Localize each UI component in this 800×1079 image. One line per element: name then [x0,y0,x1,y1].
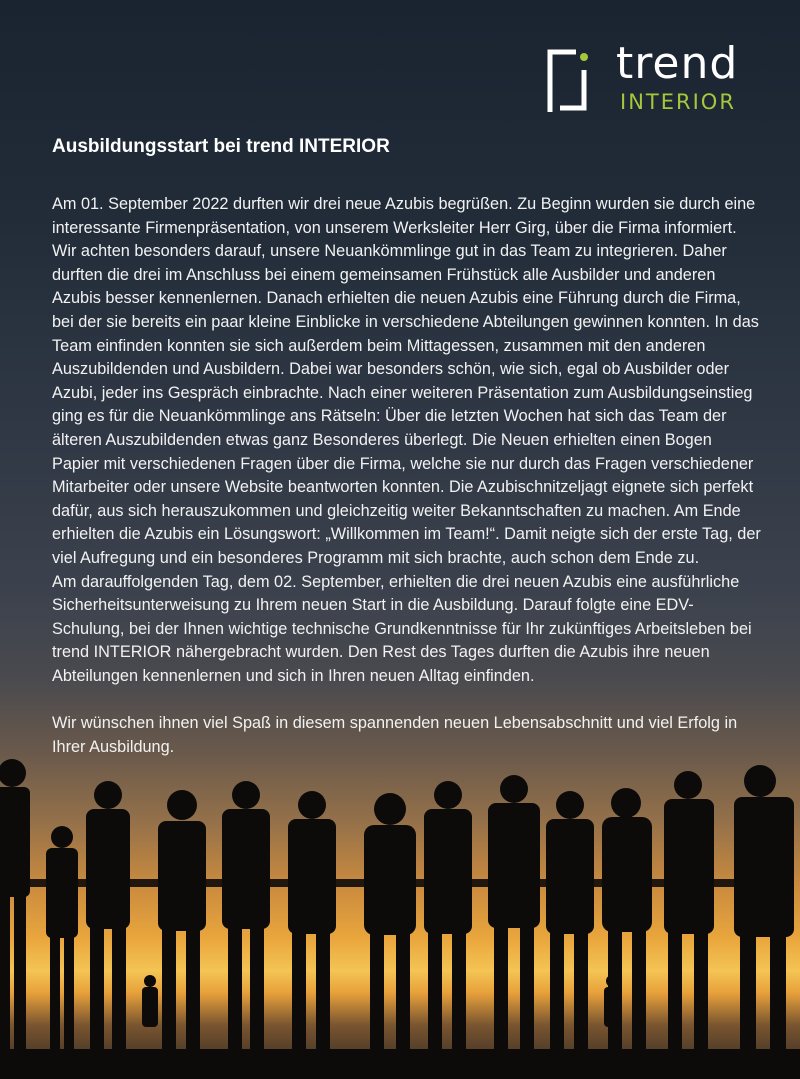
article-paragraph-1: Am 01. September 2022 durften wir drei neue Azubis begrüßen. Zu Beginn wurden sie durch eine interessante Firmenpräsentation, von unserem Werksleiter Herr Girg, über die Firma informiert. Wir achten besonders darauf, unsere Neuankömmlinge gut in das Team zu integrieren. Daher durften die drei im Anschluss bei einem gemeinsamen Frühstück alle Ausbilder und anderen Azubis besser kennenlernen. Danach erhielten die neuen Azubis eine Führung durch die Firma, bei der sie bereits ein paar kleine Einblicke in verschiedene Abteilungen gewinnen konnten. In das Team einfinden konnten sie sich außerdem beim Mittagessen, zusammen mit den anderen Auszubildenden und Ausbildern. Dabei war besonders schön, wie sich, egal ob Ausbilder oder Azubi, jeder ins Gespräch einbrachte. Nach einer weiteren Präsentation zum Ausbildungseinstieg ging es für die Neuankömmlinge ans Rätseln: Über die letzten Wochen hat sich das Team der älteren Auszubildenden etwas ganz Besonderes überlegt. Die Neuen erhielten einen Bogen Papier mit verschiedenen Fragen über die Firma, welche sie nur durch das Fragen verschiedener Mitarbeiter oder unsere Website beantworten konnten. Die Azubischnitzeljagt eignete sich perfekt dafür, aus sich herauszukommen und gleichzeitig weiter Bekanntschaften zu machen. Am Ende erhielten die Azubis ein Lösungswort: „Willkommen im Team!“. Damit neigte sich der erste Tag, der viel Aufregung und ein besonderes Programm mit sich brachte, auch schon dem Ende zu. [52,195,761,567]
person-silhouette [46,826,78,1054]
person-silhouette [664,771,714,1054]
person-silhouette [364,793,416,1054]
person-silhouette [0,759,30,1054]
logo-brand-text: trend [616,38,739,89]
person-silhouette [288,791,336,1054]
logo-sub-text: INTERIOR [620,90,736,114]
person-silhouette [424,781,472,1054]
person-silhouette [734,765,794,1054]
group-silhouette-image [0,759,800,1079]
article-title: Ausbildungsstart bei trend INTERIOR [52,136,390,157]
person-silhouette [546,791,594,1054]
trend-interior-logo [546,38,758,116]
person-silhouette [158,790,206,1054]
logo-bracket-icon [546,48,588,112]
article-paragraph-3: Wir wünschen ihnen viel Spaß in diesem spannenden neuen Lebensabschnitt und viel Erfolg in Ihrer Ausbildung. [52,714,738,756]
person-silhouette [222,781,270,1054]
person-silhouette [488,775,540,1054]
person-silhouette [86,781,130,1054]
article-body [52,193,762,759]
article-paragraph-2: Am darauffolgenden Tag, dem 02. September, erhielten die drei neuen Azubis eine ausführliche Sicherheitsunterweisung zu Ihrem neuen Start in die Ausbildung. Darauf folgte eine EDV- Schulung, bei der Ihnen wichtige technische Grundkenntnisse für Ihr zukünftiges Arbeitsleben bei trend INTERIOR nähergebracht wurden. Den Rest des Tages durften die Azubis ihre neuen Abteilungen kennenlernen und sich in Ihren neuen Alltag einfinden. [52,572,752,685]
